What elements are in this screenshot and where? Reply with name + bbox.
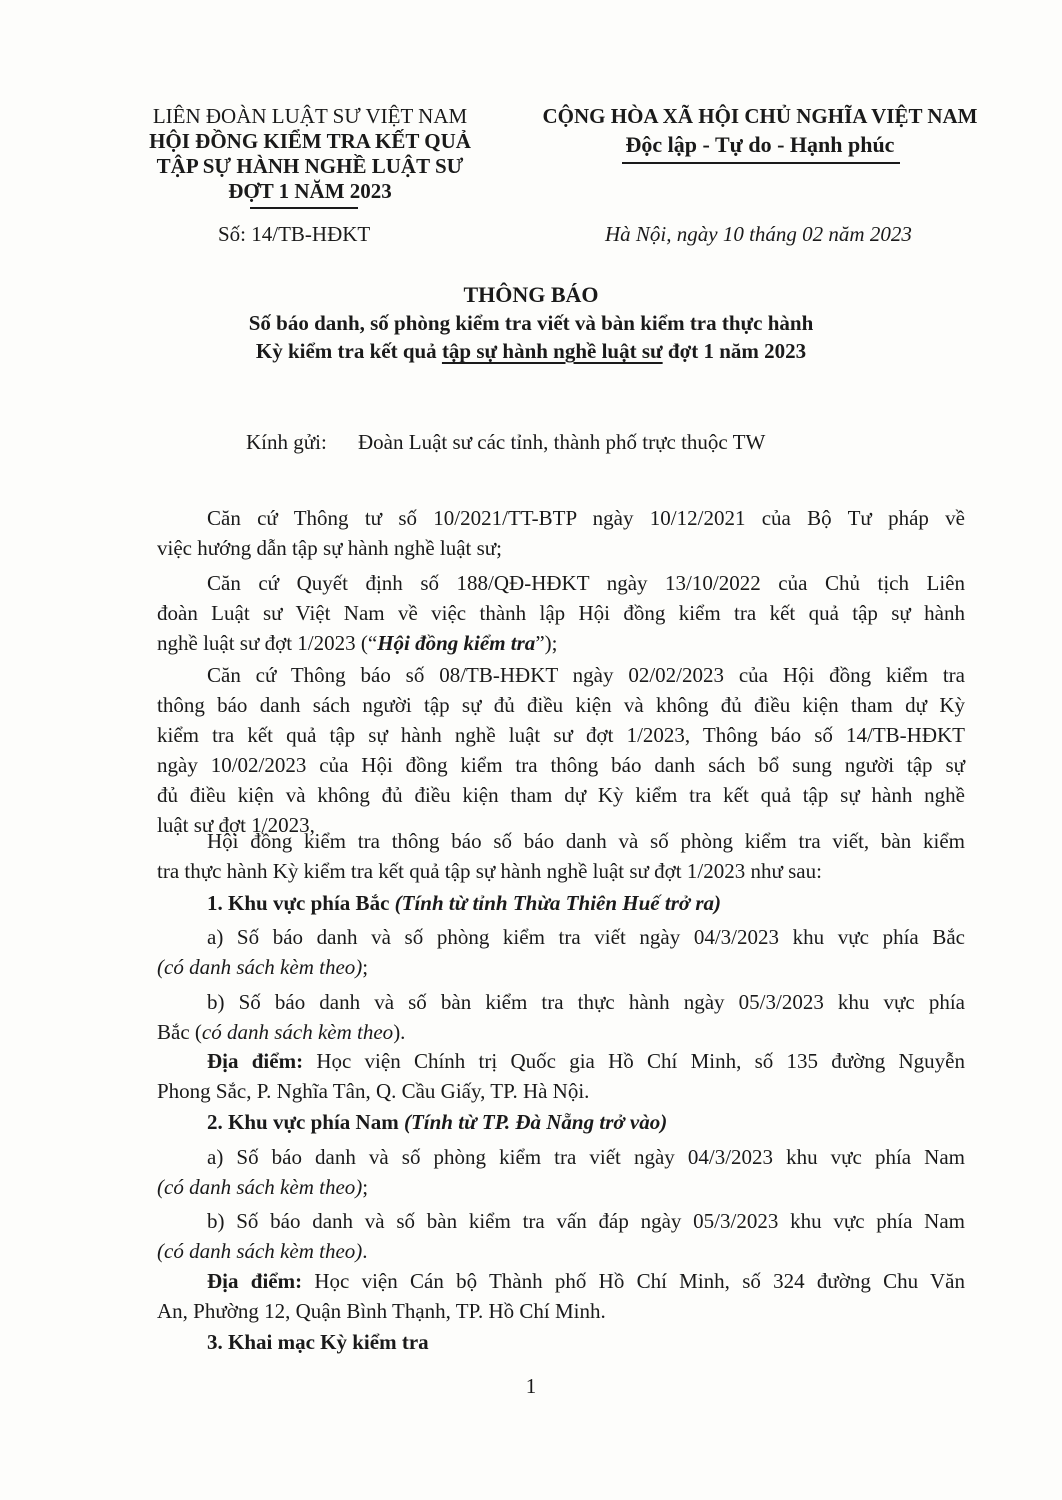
text-fragment: ). (393, 1020, 406, 1044)
text-line: a) Số báo danh và số phòng kiểm tra viết ngày 04/3/2023 khu vực phía Bắc (207, 925, 965, 949)
subtitle-2-part-a: Kỳ kiểm tra kết quả (255, 339, 442, 363)
text-line: b) Số báo danh và số bàn kiểm tra thực hành ngày 05/3/2023 khu vực phía (207, 990, 965, 1014)
document-title: THÔNG BÁO (463, 282, 599, 307)
text-line: Căn cứ Thông báo số 08/TB-HĐKT ngày 02/02/2023 của Hội đồng kiểm tra (207, 663, 965, 687)
text-fragment: Bắc ( (157, 1020, 202, 1044)
text-line (157, 1046, 965, 1076)
text-line (157, 952, 965, 982)
document-number: Số: 14/TB-HĐKT (218, 222, 371, 246)
subtitle-2-part-c: đợt 1 năm 2023 (662, 339, 807, 363)
text-line: tra thực hành Kỳ kiểm tra kết quả tập sự hành nghề luật sư đợt 1/2023 như sau: (157, 859, 822, 883)
text-line: Phong Sắc, P. Nghĩa Tân, Q. Cầu Giấy, TP. Hà Nội. (157, 1079, 590, 1103)
text-line (157, 1236, 965, 1266)
section-2b (157, 1206, 965, 1266)
text-line: đủ điều kiện và không đủ điều kiện tham dự Kỳ kiểm tra kết quả tập sự hành nghề (157, 783, 965, 807)
text-line: thông báo danh sách người tập sự đủ điều kiện và không đủ điều kiện tham dự Kỳ (157, 693, 965, 717)
document-subtitle-2 (0, 339, 1062, 364)
issuing-organization (120, 104, 500, 204)
defined-term: Hội đồng kiểm tra (377, 631, 536, 655)
text-line: a) Số báo danh và số phòng kiểm tra viết ngày 04/3/2023 khu vực phía Nam (207, 1145, 965, 1169)
text-line (157, 1017, 965, 1047)
org-line-2: HỘI ĐỒNG KIỂM TRA KẾT QUẢ (149, 129, 471, 153)
text-fragment: Học viện Chính trị Quốc gia Hồ Chí Minh, số 135 đường Nguyễn (303, 1049, 965, 1073)
location-label: Địa điểm: (207, 1269, 303, 1293)
text-line (157, 1172, 965, 1202)
nation-name: CỘNG HÒA XÃ HỘI CHỦ NGHĨA VIỆT NAM (542, 104, 978, 128)
page-number: 1 (525, 1374, 537, 1398)
text-fragment: nghề luật sư đợt 1/2023 (“ (157, 631, 378, 655)
text-line: Căn cứ Thông tư số 10/2021/TT-BTP ngày 10/12/2021 của Bộ Tư pháp về (207, 506, 965, 530)
section-1-location (157, 1046, 965, 1106)
paragraph-announcement (157, 826, 965, 886)
org-underline (250, 207, 358, 209)
text-line (157, 628, 965, 658)
text-line (157, 1266, 965, 1296)
section-heading-text: 2. Khu vực phía Nam (207, 1110, 404, 1134)
document-subtitle-1: Số báo danh, số phòng kiểm tra viết và bàn kiểm tra thực hành (248, 311, 814, 335)
motto-underline (622, 162, 900, 164)
recipient-label: Kính gửi: (246, 430, 327, 454)
text-line: kiểm tra kết quả tập sự hành nghề luật sư đợt 1/2023, Thông báo số 14/TB-HĐKT (157, 723, 965, 747)
text-line: luật sư đợt 1/2023, (157, 813, 315, 837)
section-3-heading: 3. Khai mạc Kỳ kiểm tra (207, 1330, 429, 1354)
paragraph-legal-basis-2 (157, 568, 965, 658)
section-heading-note: (Tính từ TP. Đà Nẵng trở vào) (403, 1110, 668, 1134)
text-line: việc hướng dẫn tập sự hành nghề luật sư; (157, 536, 503, 560)
motto: Độc lập - Tự do - Hạnh phúc (625, 132, 895, 157)
section-heading-text: 1. Khu vực phía Bắc (207, 891, 395, 915)
section-1b (157, 987, 965, 1047)
text-line: b) Số báo danh và số bàn kiểm tra vấn đáp ngày 05/3/2023 khu vực phía Nam (207, 1209, 965, 1233)
text-fragment: (có danh sách kèm theo) (157, 1175, 363, 1199)
place-date: Hà Nội, ngày 10 tháng 02 năm 2023 (605, 222, 912, 246)
paragraph-legal-basis-1 (157, 503, 965, 563)
section-2a (157, 1142, 965, 1202)
org-line-3: TẬP SỰ HÀNH NGHỀ LUẬT SƯ (156, 154, 464, 178)
text-fragment: ; (362, 1175, 369, 1199)
paragraph-legal-basis-3 (157, 660, 965, 840)
text-fragment: (có danh sách kèm theo) (157, 1239, 363, 1263)
section-1-heading (207, 891, 721, 916)
text-fragment: (có danh sách kèm theo) (157, 955, 363, 979)
text-fragment: có danh sách kèm theo (201, 1020, 394, 1044)
text-fragment: ; (362, 955, 369, 979)
org-line-4: ĐỢT 1 NĂM 2023 (228, 179, 392, 203)
text-fragment: . (362, 1239, 368, 1263)
section-2-location (157, 1266, 965, 1326)
recipient-value: Đoàn Luật sư các tỉnh, thành phố trực thuộc TW (358, 430, 766, 454)
text-fragment: Học viện Cán bộ Thành phố Hồ Chí Minh, số 324 đường Chu Văn (302, 1269, 965, 1293)
text-line: Hội đồng kiểm tra thông báo số báo danh và số phòng kiểm tra viết, bàn kiểm (207, 829, 965, 853)
text-line: An, Phường 12, Quận Bình Thạnh, TP. Hồ Chí Minh. (157, 1299, 606, 1323)
text-line: ngày 10/02/2023 của Hội đồng kiểm tra thông báo danh sách bổ sung người tập sự (157, 753, 965, 777)
section-1a (157, 922, 965, 982)
org-line-1: LIÊN ĐOÀN LUẬT SƯ VIỆT NAM (152, 104, 468, 128)
national-header (525, 104, 995, 157)
subtitle-2-underlined: tập sự hành nghề luật sư (441, 339, 663, 363)
section-2-heading (207, 1110, 667, 1135)
location-label: Địa điểm: (207, 1049, 304, 1073)
text-line: đoàn Luật sư Việt Nam về việc thành lập Hội đồng kiểm tra kết quả tập sự hành (157, 601, 965, 625)
section-heading-note: (Tính từ tỉnh Thừa Thiên Huế trở ra) (394, 891, 722, 915)
text-line: Căn cứ Quyết định số 188/QĐ-HĐKT ngày 13/10/2022 của Chủ tịch Liên (207, 571, 965, 595)
text-fragment: ”); (535, 631, 558, 655)
